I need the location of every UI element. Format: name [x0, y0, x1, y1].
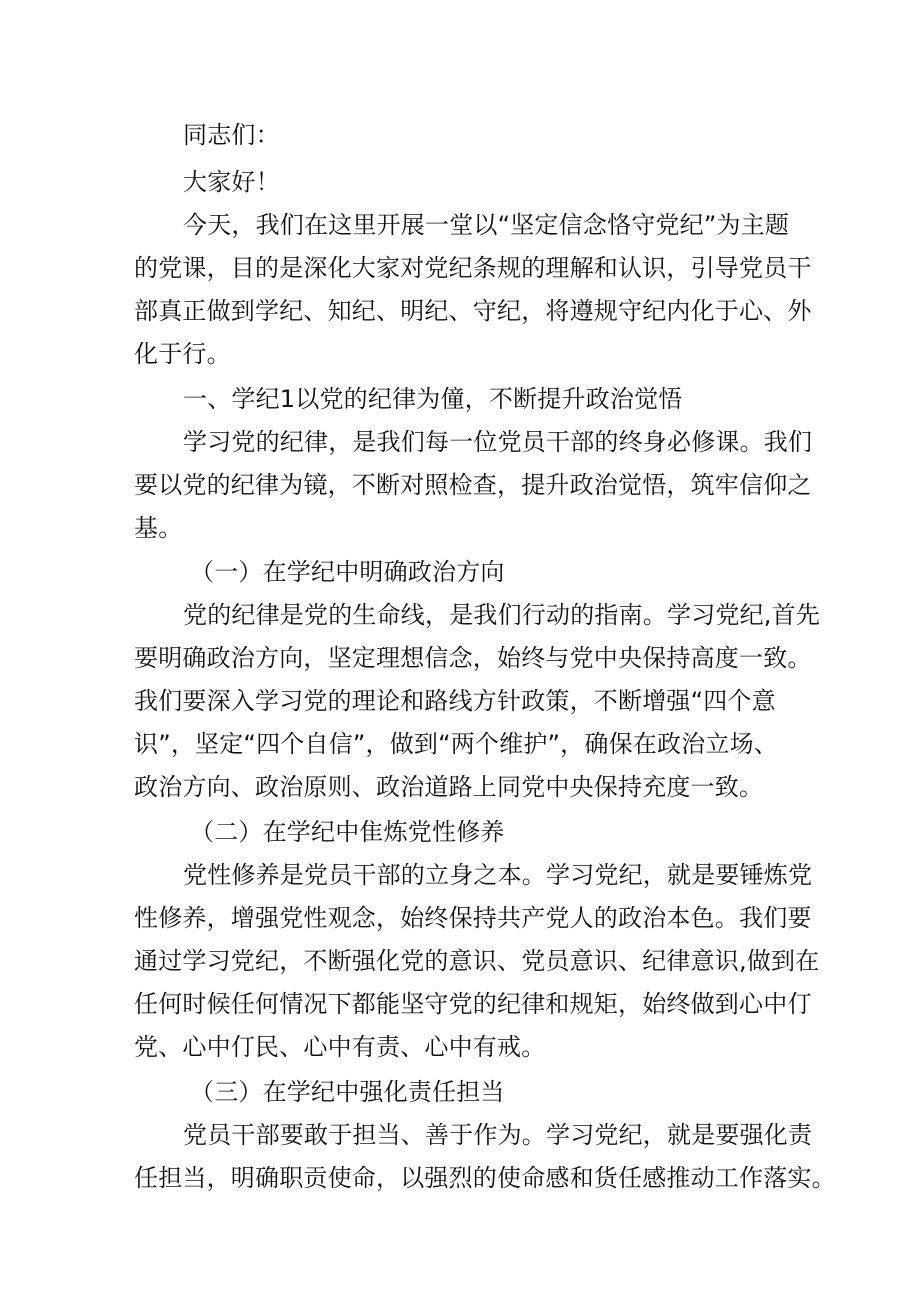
subsection-2-body-line-5: 党、心中仃民、心中有责、心中有戒。 [134, 1033, 546, 1061]
subsection-1-body-line-5: 政治方向、政治原则、政治道路上同党中央保持充度一致。 [134, 773, 764, 801]
greeting: 大家好！ [183, 168, 280, 196]
subsection-1-body-line-3: 我们要深入学习党的理论和路线方针政策，不断增强“四个意 [134, 687, 776, 715]
subsection-1-heading: （一）在学纪中明确政治方向 [190, 558, 505, 586]
section-1-heading: 一、学纪1以党的纪律为僮，不断提升政治觉悟 [183, 385, 683, 413]
subsection-1-body-line-1: 党的纪律是党的生命线，是我们行动的指南。学习党纪,首先 [183, 601, 821, 629]
intro-line-4: 化于行。 [134, 340, 231, 368]
subsection-2-body-line-3: 通过学习党纪，不断强化党的意识、党员意识、纪律意识,做到在 [134, 947, 820, 975]
subsection-3-body-line-2: 任担当，明确职贡使命，以强烈的使命感和货任感推动工作落实。 [134, 1164, 836, 1192]
subsection-2-body-line-4: 任何时候任何情况下都能坚守党的纪律和规矩，始终做到心中仃 [134, 990, 812, 1018]
subsection-2-body-line-2: 性修养，增强党性观念，始终保持共产党人的政治本色。我们要 [134, 904, 812, 932]
intro-line-2: 的党课，目的是深化大家对党纪条规的理解和认识，引导党员干 [134, 254, 812, 282]
subsection-2-body-line-1: 党性修养是党员干部的立身之本。学习党纪，就是要锤炼党 [183, 861, 813, 889]
section-1-body-line-3: 基。 [134, 514, 183, 542]
section-1-body-line-2: 要以党的纪律为镜，不断对照检查，提升政治觉悟，筑牢信仰之 [134, 471, 812, 499]
subsection-1-body-line-4: 识”，坚定“四个自信”，做到“两个维护”，确保在政治立场、 [134, 730, 778, 758]
intro-line-3: 部真正做到学纪、知纪、明纪、守纪，将遵规守纪内化于心、外 [134, 297, 812, 325]
section-1-body-line-1: 学习党的纪律，是我们每一位党员干部的终身必修课。我们 [183, 428, 813, 456]
subsection-2-heading: （二）在学纪中隹炼党性修养 [190, 818, 505, 846]
subsection-1-body-line-2: 要明确政治方向，坚定理想信念，始终与党中央保持高度一致。 [134, 644, 812, 672]
subsection-3-heading: （三）在学纪中强化责任担当 [190, 1078, 505, 1106]
intro-line-1: 今天，我们在这里开展一堂以“坚定信念恪守党纪”为主题 [183, 211, 790, 239]
subsection-3-body-line-1: 党员干部要敢于担当、善于作为。学习党纪，就是要强化责 [183, 1121, 813, 1149]
salutation: 同志们： [183, 121, 280, 149]
